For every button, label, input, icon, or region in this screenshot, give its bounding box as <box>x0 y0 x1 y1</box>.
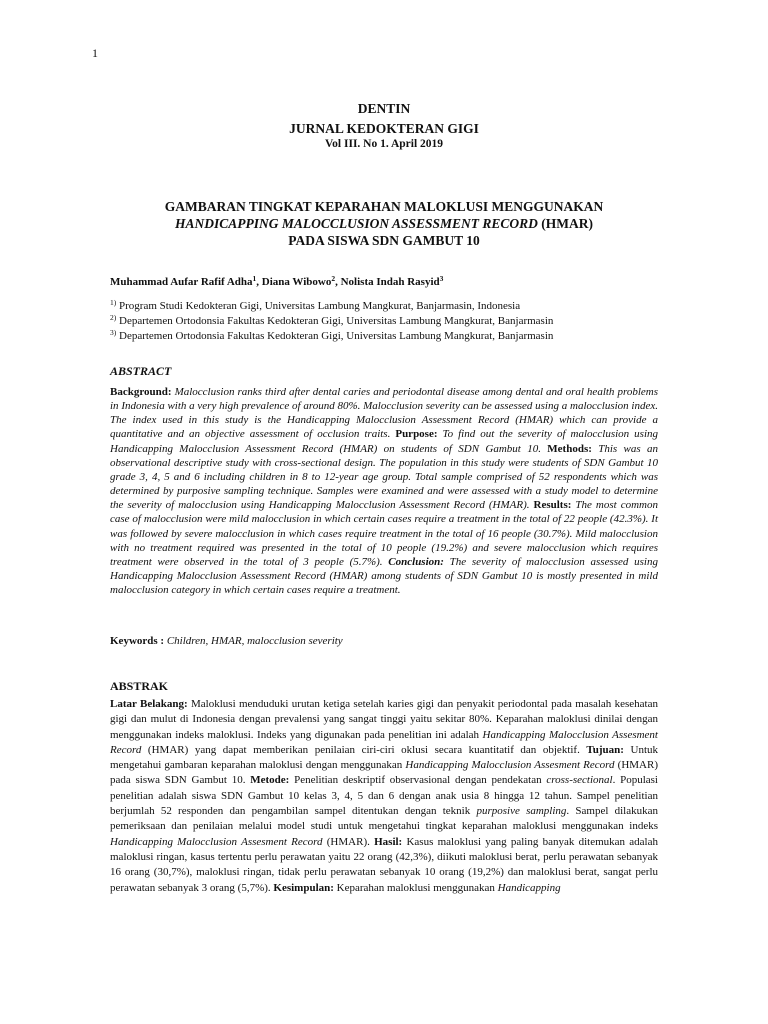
latar-belakang-label: Latar Belakang: <box>110 698 188 710</box>
keywords-text: Children, HMAR, malocclusion severity <box>164 635 343 647</box>
abstrak-text: (HMAR). <box>322 835 375 848</box>
author-name: Nolista Indah Rasyid <box>340 276 440 288</box>
affiliation-text: Departemen Ortodonsia Fakultas Kedokteran Gigi, Universitas Lambung Mangkurat, Banjarmasin <box>116 315 554 327</box>
journal-volume: Vol III. No 1. April 2019 <box>324 138 444 150</box>
author-list <box>110 276 443 288</box>
author-sup: 1 <box>252 274 257 283</box>
affiliation <box>110 315 553 327</box>
abstrak-text: Penelitian deskriptif observasional dengan pendekatan <box>289 774 547 787</box>
keywords <box>110 635 343 647</box>
journal-subtitle: JURNAL KEDOKTERAN GIGI <box>289 121 479 136</box>
title-line-2-rest: (HMAR) <box>537 216 594 231</box>
author-name: Diana Wibowo <box>261 276 332 288</box>
abstrak-text: (HMAR) pada siswa SDN Gambut 10. <box>110 759 658 787</box>
title-line-1: GAMBARAN TINGKAT KEPARAHAN MALOKLUSI MENGGUNAKAN <box>164 199 604 214</box>
metode-label: Metode: <box>250 774 290 787</box>
abstract-body <box>110 385 658 597</box>
abstrak-text: Maloklusi menduduki urutan ketiga setelah karies gigi dan penyakit periodontal pada masalah kesehatan gigi dan mulut di Indonesia dengan prevalensi yang sangat tinggi yaitu sekitar 80%. Keparahan maloklusi dinilai dengan menggunakan indeks maloklusi. Indeks yang digunakan pada penelitian ini adalah <box>110 698 658 741</box>
abstrak-heading: ABSTRAK <box>110 679 169 693</box>
methods-text: This was an observational descriptive study with cross-sectional design. The population in this study were students of SDN Gambut 10 grade 3, 4, 5 and 6 including children in 8 to 12-year age group. Total sample comprised of 52 respondents which was determined by purposive sampling technique. Samples were examined and were assessed with a study model to determine the severity of malocclusion using Handicapping Malocclusion Assessment Record (HMAR). <box>110 442 658 512</box>
methods-label: Methods: <box>547 442 592 455</box>
affiliation <box>110 300 520 312</box>
results-text: The most common case of malocclusion were mild malocclusion in which certain cases require a treatment in the total of 22 people (42.3%). It was followed by severe malocclusion in which cases require treatment in the total of 16 people (30.7%). Mild malocclusion with no treatment required was presented in the total of 10 people (19.2%) and severe malocclusion which requires treatment were observed in the total of 3 people (5.7%). <box>110 499 658 568</box>
abstrak-text: . Sampel dilakukan pemeriksaan dan penilaian melalui model studi untuk mengetahui tingkat keparahan maloklusi menggunakan indeks <box>110 805 658 833</box>
author-sup: 2 <box>331 274 336 283</box>
abstrak-italic: Handicapping Malocclusion Assesment Record <box>110 835 323 848</box>
affiliation-text: Program Studi Kedokteran Gigi, Universitas Lambung Mangkurat, Banjarmasin, Indonesia <box>116 300 521 312</box>
title-line-3: PADA SISWA SDN GAMBUT 10 <box>288 233 480 248</box>
abstrak-italic: Handicapping Malocclusion Assesment Record <box>110 728 658 756</box>
abstrak-text: Keparahan maloklusi menggunakan <box>333 881 498 894</box>
affiliation-sup: 2) <box>110 313 117 322</box>
article-title <box>110 198 658 249</box>
tujuan-label: Tujuan: <box>586 743 624 756</box>
abstrak-italic: purposive sampling <box>476 805 567 818</box>
journal-name: DENTIN <box>357 101 411 116</box>
author-sup: 3 <box>439 274 444 283</box>
abstract-heading: ABSTRACT <box>110 364 172 378</box>
abstrak-text: Untuk mengetahui gambaran keparahan maloklusi dengan menggunakan <box>110 743 659 772</box>
abstrak-italic: cross-sectional <box>546 774 613 787</box>
abstrak-text: Kasus maloklusi yang paling banyak ditemukan adalah maloklusi ringan, kasus tertentu perlu perawatan yaitu 22 orang (42,3%), diikuti maloklusi berat, perlu perawatan sebanyak 16 orang (30,7%), maloklusi ringan, tidak perlu perawatan sebanyak 10 orang (19,2%) dan maloklusi berat, sangat perlu perawatan sebanyak 3 orang (5,7%). <box>110 835 658 894</box>
author-separator: , <box>256 276 262 288</box>
background-text: Malocclusion ranks third after dental caries and periodontal disease among dental and oral health problems in Indonesia with a very high prevalence of around 80%. Malocclusion severity can be assessed using a malocclusion index. The index used in this study is the Handicapping Malocclusion Assessment Record (HMAR) which can provide a quantitative and an objective assessment of occlusion traits. <box>110 386 658 441</box>
abstrak-italic: Handicapping Malocclusion Assesment Record <box>405 759 615 772</box>
title-line-2 <box>110 215 658 232</box>
author-separator: , <box>335 276 341 288</box>
purpose-label: Purpose: <box>395 428 438 441</box>
affiliation-text: Departemen Ortodonsia Fakultas Kedokteran Gigi, Universitas Lambung Mangkurat, Banjarmasin <box>116 330 554 342</box>
conclusion-label: Conclusion: <box>388 555 444 568</box>
affiliation <box>110 330 553 342</box>
affiliation-sup: 3) <box>110 328 117 337</box>
results-label: Results: <box>533 499 572 512</box>
abstrak-body <box>110 697 658 896</box>
abstrak-text: . Populasi penelitian adalah siswa SDN Gambut 10 kelas 3, 4, 5 dan 6 dengan anak usia 8 hingga 12 tahun. Sampel penelitian berjumlah 52 responden dan pengambilan sampel ditentukan dengan teknik <box>110 774 658 818</box>
background-label: Background: <box>110 386 172 398</box>
abstrak-text: (HMAR) yang dapat memberikan penilaian ciri-ciri oklusi secara kuantitatif dan objektif. <box>141 743 587 756</box>
affiliation-sup: 1) <box>110 298 117 307</box>
author-name: Muhammad Aufar Rafif Adha <box>110 276 253 288</box>
kesimpulan-label: Kesimpulan: <box>273 881 334 894</box>
abstrak-italic: Handicapping <box>497 881 561 894</box>
title-italic-part: HANDICAPPING MALOCCLUSION ASSESSMENT RECORD <box>174 216 538 231</box>
hasil-label: Hasil: <box>374 835 403 848</box>
conclusion-text: The severity of malocclusion assessed using Handicapping Malocclusion Assessment Record (HMAR) among students of SDN Gambut 10 is mostly presented in mild malocclusion category in which certain cases require a treatment. <box>110 555 658 597</box>
purpose-text: To find out the severity of malocclusion using Handicapping Malocclusion Assessment Record (HMAR) on students of SDN Gambut 10. <box>110 428 658 455</box>
keywords-label: Keywords : <box>110 635 165 647</box>
page-number: 1 <box>92 46 98 60</box>
